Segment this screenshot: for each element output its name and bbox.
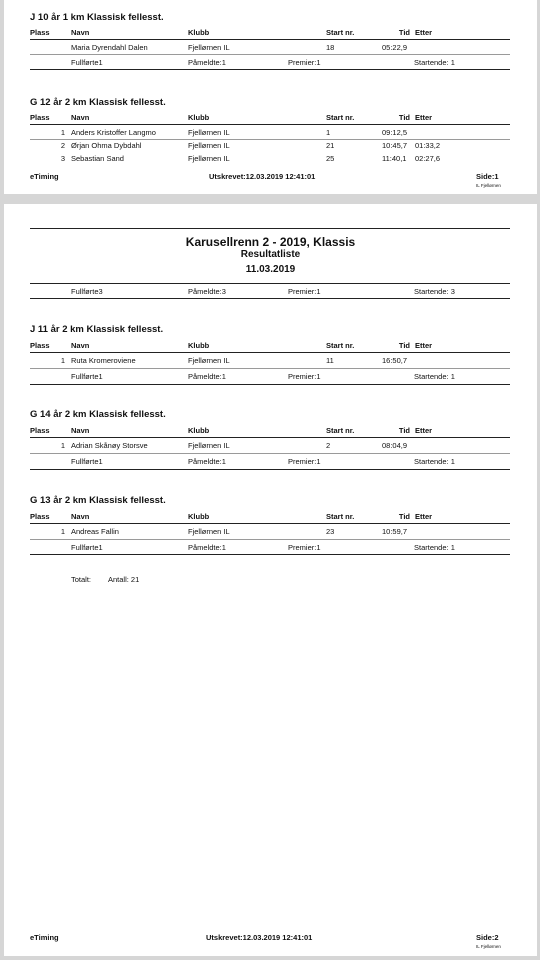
summary-pameldte: Påmeldte:1 (188, 457, 226, 466)
header-plass: Plass (30, 341, 50, 350)
row-navn: Ruta Kromeroviene (71, 356, 136, 365)
footer-club: IL Fjellørnen (476, 944, 501, 949)
row-klubb: Fjellørnen IL (188, 154, 230, 163)
summary-fullforte: Fullførte1 (71, 543, 103, 552)
row-rule (30, 54, 510, 55)
header-start: Start nr. (326, 426, 355, 435)
footer-printed: Utskrevet:12.03.2019 12:41:01 (209, 172, 316, 181)
header-plass: Plass (30, 426, 50, 435)
header-klubb: Klubb (188, 512, 210, 521)
overall-pameldte: Påmeldte:3 (188, 287, 226, 296)
header-plass: Plass (30, 28, 50, 37)
header-plass: Plass (30, 113, 50, 122)
row-plass: 1 (60, 356, 65, 365)
header-navn: Navn (71, 426, 90, 435)
footer-page-number: Side:1 (476, 172, 499, 181)
header-rule (30, 523, 510, 524)
summary-fullforte: Fullførte1 (71, 457, 103, 466)
header-start: Start nr. (326, 113, 355, 122)
row-navn: Ørjan Ohma Dybdahl (71, 141, 142, 150)
header-klubb: Klubb (188, 113, 210, 122)
section-title: G 14 år 2 km Klassisk fellesst. (30, 409, 166, 420)
row-etter: 01:33,2 (415, 141, 441, 150)
overall-premier: Premier:1 (288, 287, 321, 296)
header-etter: Etter (415, 426, 433, 435)
row-navn: Maria Dyrendahl Dalen (71, 43, 148, 52)
title-rule (30, 283, 510, 284)
header-tid: Tid (398, 426, 410, 435)
section-title: J 11 år 2 km Klassisk fellesst. (30, 324, 164, 335)
header-tid: Tid (398, 28, 410, 37)
summary-startende: Startende: 1 (414, 543, 455, 552)
row-plass: 1 (60, 527, 65, 536)
header-start: Start nr. (326, 28, 355, 37)
summary-premier: Premier:1 (288, 543, 321, 552)
summary-startende: Startende: 1 (414, 372, 455, 381)
footer-brand: eTiming (30, 172, 59, 181)
row-start: 11 (326, 356, 334, 365)
row-rule (30, 139, 510, 140)
header-plass: Plass (30, 512, 50, 521)
row-plass: 1 (60, 128, 65, 137)
row-plass: 3 (60, 154, 65, 163)
row-navn: Adrian Skånøy Storsve (71, 441, 148, 450)
row-start: 18 (326, 43, 335, 52)
overall-rule (30, 298, 510, 299)
row-rule (30, 453, 510, 454)
row-klubb: Fjellørnen IL (188, 441, 230, 450)
row-tid: 10:59,7 (382, 527, 408, 536)
header-navn: Navn (71, 341, 90, 350)
summary-pameldte: Påmeldte:1 (188, 372, 226, 381)
header-navn: Navn (71, 113, 90, 122)
top-rule (30, 228, 510, 229)
overall-fullforte: Fullførte3 (71, 287, 103, 296)
header-klubb: Klubb (188, 28, 210, 37)
row-tid: 09:12,5 (382, 128, 408, 137)
page-date: 11.03.2019 (245, 264, 296, 275)
footer-club: IL Fjellørnen (476, 183, 501, 188)
row-etter: 02:27,6 (415, 154, 441, 163)
footer-printed: Utskrevet:12.03.2019 12:41:01 (206, 933, 313, 942)
header-tid: Tid (398, 512, 410, 521)
page-title: Karusellrenn 2 - 2019, Klassis (185, 235, 356, 249)
totals-label: Totalt: (71, 575, 92, 584)
header-rule (30, 124, 510, 125)
row-plass: 1 (60, 441, 65, 450)
summary-premier: Premier:1 (288, 58, 321, 67)
section-title: G 13 år 2 km Klassisk fellesst. (30, 495, 166, 506)
footer-brand: eTiming (30, 933, 59, 942)
section-title: G 12 år 2 km Klassisk fellesst. (30, 97, 166, 108)
header-etter: Etter (415, 28, 433, 37)
totals-antall: Antall: 21 (108, 575, 140, 584)
summary-premier: Premier:1 (288, 372, 321, 381)
summary-fullforte: Fullførte1 (71, 372, 103, 381)
row-navn: Sebastian Sand (71, 154, 124, 163)
row-start: 1 (326, 128, 331, 137)
header-etter: Etter (415, 113, 433, 122)
row-tid: 10:45,7 (382, 141, 408, 150)
row-navn: Anders Kristoffer Langmo (71, 128, 156, 137)
header-tid: Tid (398, 113, 410, 122)
summary-startende: Startende: 1 (414, 457, 455, 466)
summary-pameldte: Påmeldte:1 (188, 543, 226, 552)
result-page-2 (4, 204, 537, 956)
result-page-1 (4, 0, 537, 194)
summary-rule (30, 69, 510, 70)
row-plass: 2 (60, 141, 65, 150)
header-start: Start nr. (326, 512, 355, 521)
header-rule (30, 39, 510, 40)
header-start: Start nr. (326, 341, 355, 350)
row-start: 21 (326, 141, 335, 150)
row-tid: 16:50,7 (382, 356, 408, 365)
row-start: 23 (326, 527, 335, 536)
row-klubb: Fjellørnen IL (188, 141, 230, 150)
row-klubb: Fjellørnen IL (188, 43, 230, 52)
row-rule (30, 539, 510, 540)
summary-rule (30, 469, 510, 470)
header-navn: Navn (71, 512, 90, 521)
header-rule (30, 437, 510, 438)
row-rule (30, 368, 510, 369)
header-navn: Navn (71, 28, 90, 37)
row-start: 2 (326, 441, 331, 450)
header-etter: Etter (415, 341, 433, 350)
summary-rule (30, 384, 510, 385)
overall-startende: Startende: 3 (414, 287, 455, 296)
row-tid: 05:22,9 (382, 43, 408, 52)
header-tid: Tid (398, 341, 410, 350)
row-klubb: Fjellørnen IL (188, 527, 230, 536)
header-etter: Etter (415, 512, 433, 521)
row-tid: 08:04,9 (382, 441, 408, 450)
summary-startende: Startende: 1 (414, 58, 455, 67)
header-klubb: Klubb (188, 426, 210, 435)
row-klubb: Fjellørnen IL (188, 356, 230, 365)
summary-pameldte: Påmeldte:1 (188, 58, 226, 67)
row-tid: 11:40,1 (382, 154, 407, 163)
row-start: 25 (326, 154, 335, 163)
summary-fullforte: Fullførte1 (71, 58, 103, 67)
header-klubb: Klubb (188, 341, 210, 350)
header-rule (30, 352, 510, 353)
section-title: J 10 år 1 km Klassisk fellesst. (30, 12, 164, 23)
row-navn: Andreas Fallin (71, 527, 119, 536)
summary-premier: Premier:1 (288, 457, 321, 466)
page-subtitle: Resultatliste (240, 249, 301, 260)
footer-page-number: Side:2 (476, 933, 499, 942)
summary-rule (30, 554, 510, 555)
row-klubb: Fjellørnen IL (188, 128, 230, 137)
